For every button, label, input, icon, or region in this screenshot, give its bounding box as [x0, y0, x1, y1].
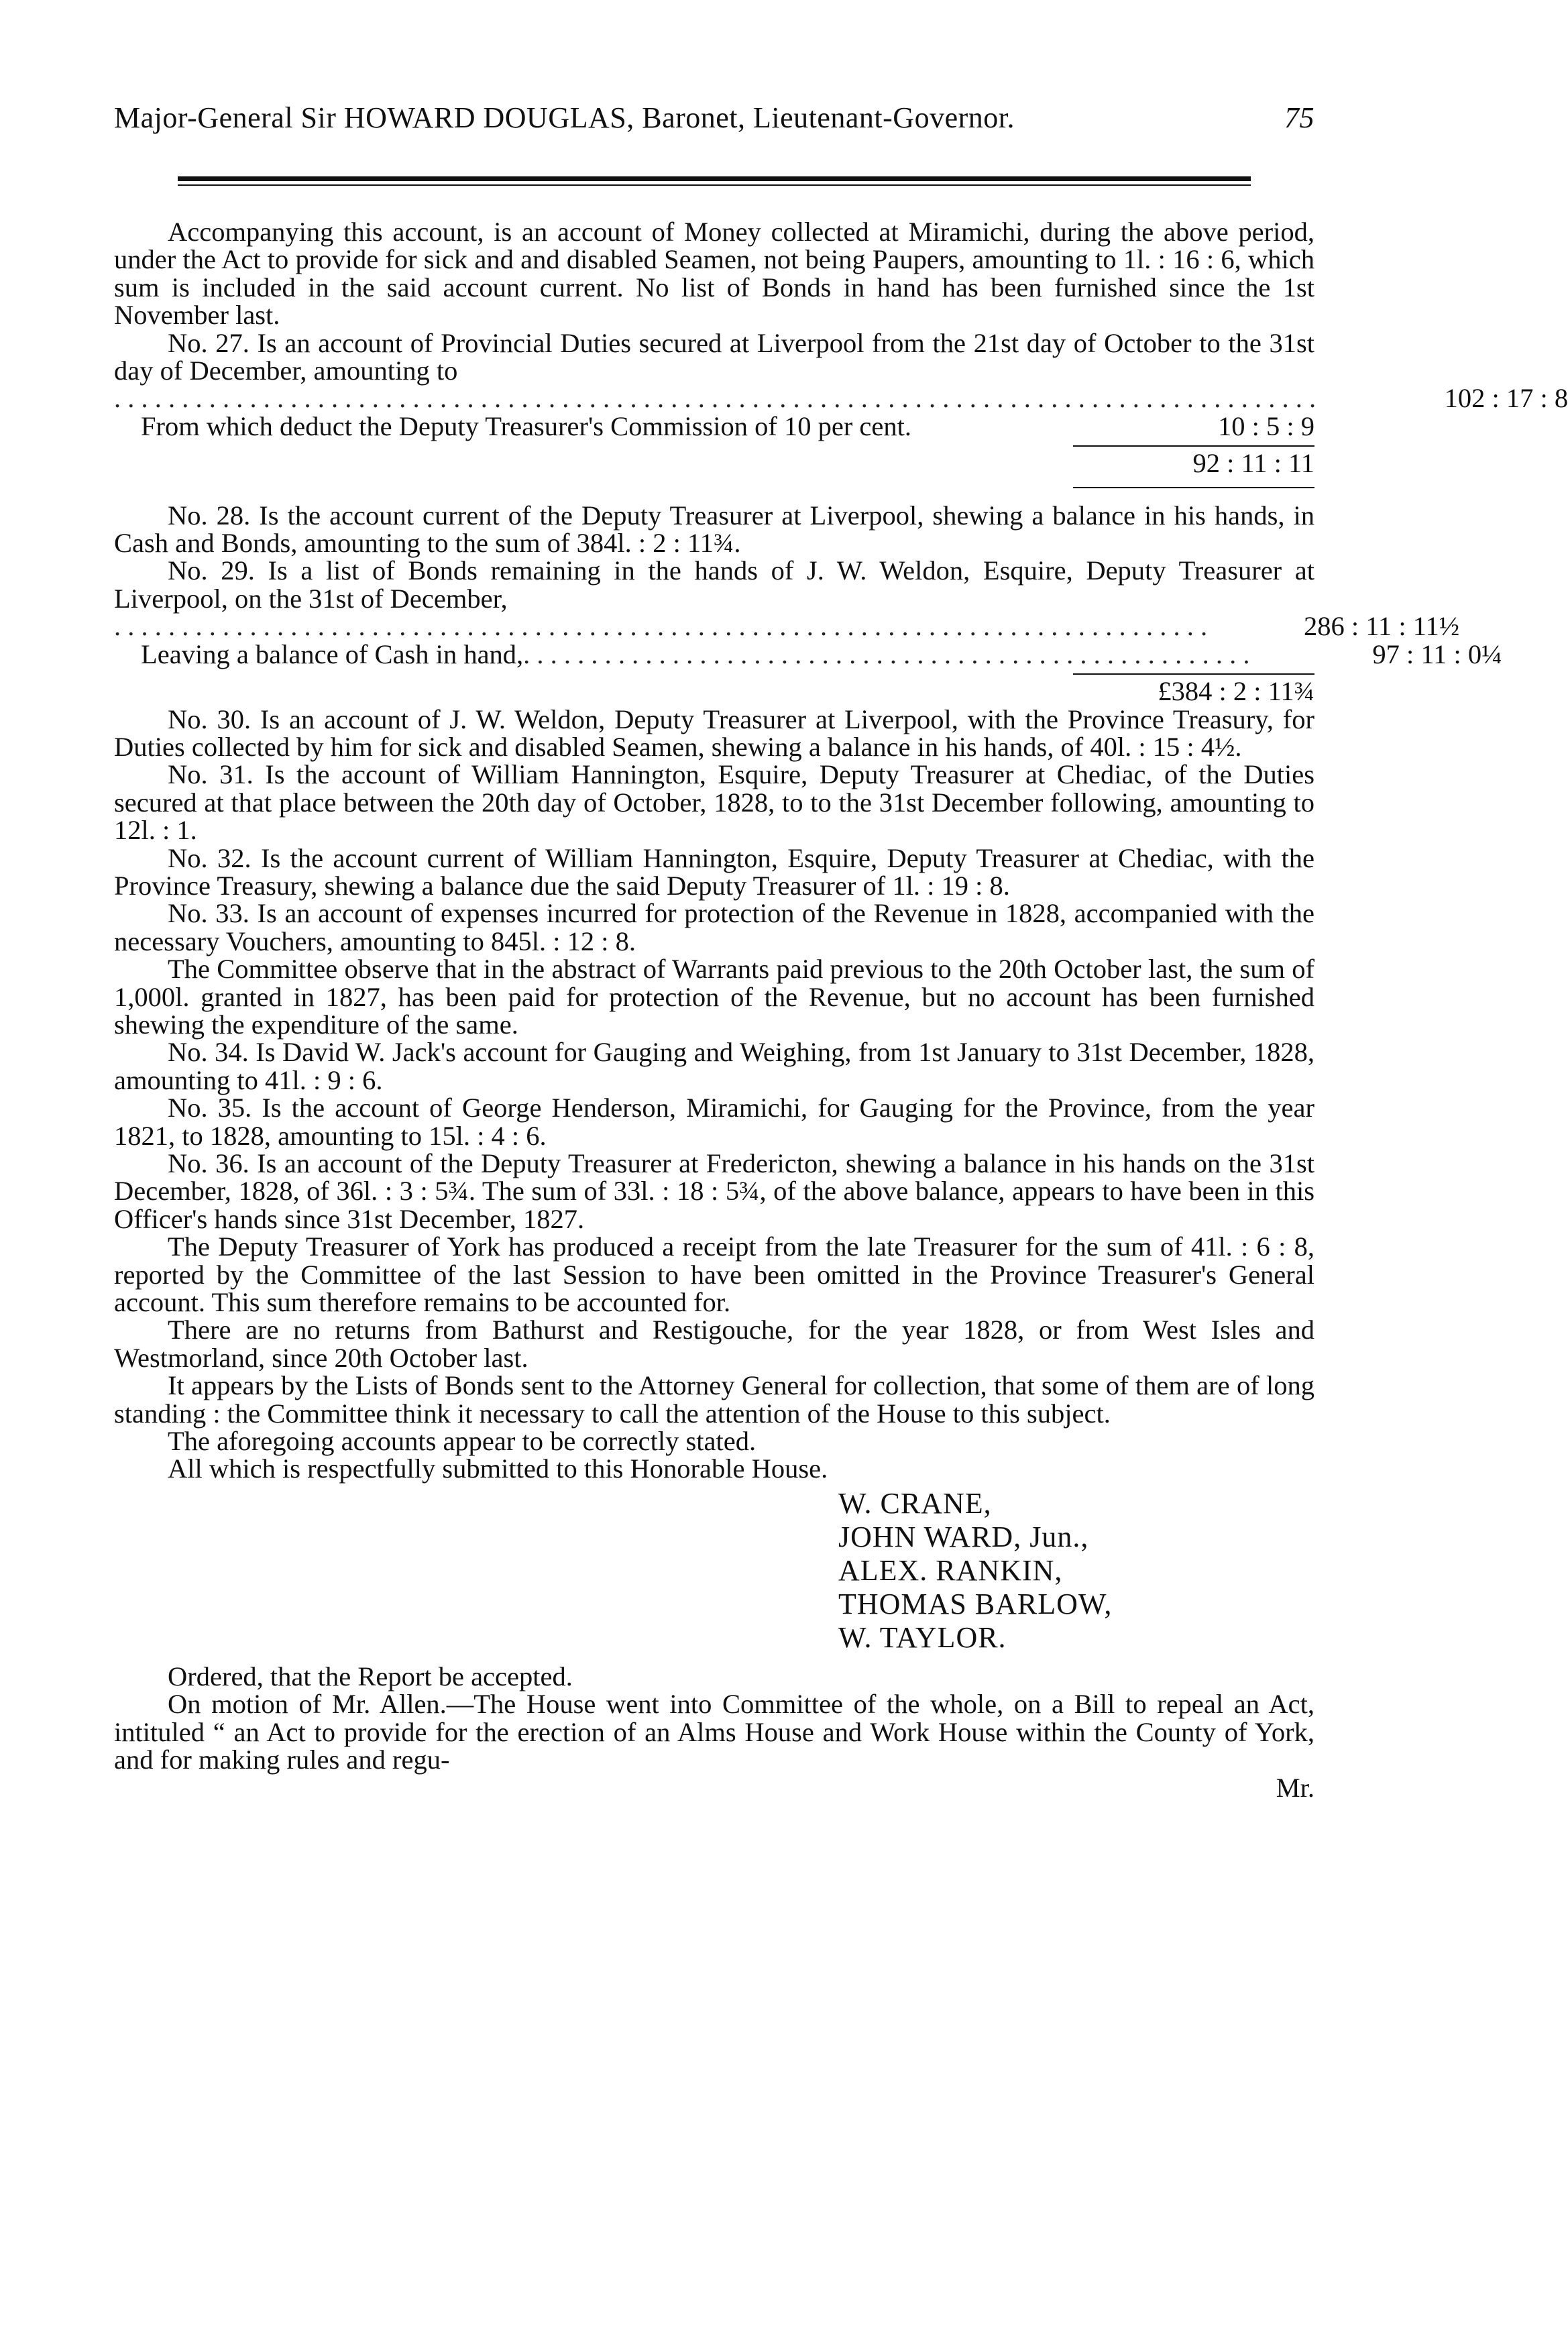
- paragraph-31: No. 31. Is the account of William Hannington, Esquire, Deputy Treasurer at Chediac, of the Duties secured at that place between the 20th day of October, 1828, to to the 31st December following, amounting to 12l. : 1.: [114, 759, 1314, 846]
- report-body: [114, 217, 1568, 1803]
- signatory: W. TAYLOR.: [838, 1620, 1007, 1654]
- cash-balance-amount: 97 : 11 : 0¼: [1372, 639, 1502, 669]
- account-27-amount: 102 : 17 : 8: [1444, 383, 1568, 414]
- sum-rule: [1073, 673, 1314, 675]
- paragraph-york: The Deputy Treasurer of York has produced a receipt from the late Treasurer for the sum of 41l. : 6 : 8, reported by the Committee of the last Session to have been omitted in the Province Treasurer's General account. This sum therefore remains to be accounted for.: [114, 1231, 1314, 1318]
- bonds-amount: 286 : 11 : 11½: [1304, 611, 1460, 642]
- paragraph-motion: On motion of Mr. Allen.—The House went into Committee of the whole, on a Bill to repeal an Act, intituled “ an Act to provide for the erection of an Alms House and Work House within the County of York, and for making rules and regu-: [114, 1689, 1314, 1775]
- header-title: Major-General Sir HOWARD DOUGLAS, Baronet, Lieutenant-Governor.: [114, 101, 1015, 134]
- account-27-amount-row: [114, 383, 1568, 414]
- account-row-27: [114, 329, 1314, 385]
- cash-balance-label: Leaving a balance of Cash in hand,: [141, 639, 524, 669]
- header-rule: [178, 176, 1251, 186]
- paragraph-30: No. 30. Is an account of J. W. Weldon, Deputy Treasurer at Liverpool, with the Province Treasury, for Duties collected by him for sick and disabled Seamen, shewing a balance in his hands, of 40l. : 15 : 4½.: [114, 704, 1314, 762]
- bonds-amount-row: [114, 611, 1460, 642]
- page-number: 75: [1284, 101, 1314, 134]
- paragraph-29: No. 29. Is a list of Bonds remaining in the hands of J. W. Weldon, Esquire, Deputy Treasurer at Liverpool, on the 31st of December,: [114, 555, 1314, 614]
- paragraph-ordered: Ordered, that the Report be accepted.: [168, 1661, 573, 1691]
- leader-dots: . . . . . . . . . . . . . . . . . . . . . . . . . . . . . . . . . . . . . . . . . . . . . . . . . . . . . . . . . . . . . . . . . . . . . . . . . . . . . . . . .: [114, 611, 1208, 642]
- paragraph-committee-observe: The Committee observe that in the abstract of Warrants paid previous to the 20th October last, the sum of 1,000l. granted in 1827, has been paid for protection of the Revenue, but no account has been furnished shewing the expenditure of the same.: [114, 954, 1314, 1040]
- signatories-block: [838, 1487, 1314, 1655]
- grand-total: £384 : 2 : 11¾: [1158, 676, 1314, 707]
- leader-dots: . . . . . . . . . . . . . . . . . . . . . . . . . . . . . . . . . . . . . . . . . . . . . . . . . . . . . . . . . . . . . . . . . . . . . . . . . . . . . . . . . . . . . . . . .: [114, 383, 1317, 414]
- catchword: Mr.: [1276, 1772, 1314, 1803]
- paragraph-submitted: All which is respectfully submitted to this Honorable House.: [168, 1453, 828, 1484]
- paragraph-miramichi: Accompanying this account, is an account of Money collected at Miramichi, during the above period, under the Act to provide for sick and and disabled Seamen, not being Paupers, amounting to 1l. : 16 : 6, which sum is included in the said account current. No list of Bonds in hand has been furnished since the 1st November last.: [114, 217, 1314, 331]
- signatory: JOHN WARD, Jun.,: [838, 1520, 1089, 1553]
- paragraph-32: No. 32. Is the account current of William Hannington, Esquire, Deputy Treasurer at Chediac, with the Province Treasury, shewing a balance due the said Deputy Treasurer of 1l. : 19 : 8.: [114, 842, 1314, 901]
- paragraph-no-returns: There are no returns from Bathurst and Restigouche, for the year 1828, or from West Isles and Westmorland, since 20th October last.: [114, 1315, 1314, 1373]
- paragraph-28: No. 28. Is the account current of the Deputy Treasurer at Liverpool, shewing a balance in his hands, in Cash and Bonds, amounting to the sum of 384l. : 2 : 11¾.: [114, 500, 1314, 559]
- signatory: ALEX. RANKIN,: [838, 1553, 1063, 1587]
- paragraph-bonds-attention: It appears by the Lists of Bonds sent to the Attorney General for collection, that some of them are of long standing : the Committee think it necessary to call the attention of the House to this subject.: [114, 1370, 1314, 1429]
- commission-row: [114, 412, 1314, 440]
- section-rule: [1073, 487, 1314, 488]
- sum-rule: [1073, 445, 1314, 447]
- net-total: 92 : 11 : 11: [1192, 448, 1314, 479]
- cash-balance-row: [114, 639, 1502, 669]
- signatory: W. CRANE,: [838, 1486, 992, 1520]
- paragraph-33: No. 33. Is an account of expenses incurred for protection of the Revenue in 1828, accompanied with the necessary Vouchers, amounting to 845l. : 12 : 8.: [114, 898, 1314, 956]
- document-page: [114, 101, 1568, 1803]
- commission-amount: 10 : 5 : 9: [1217, 410, 1314, 441]
- leader-dots: . . . . . . . . . . . . . . . . . . . . . . . . . . . . . . . . . . . . . . . . . . . . . . . . . . . . . .: [523, 639, 1250, 669]
- account-27-text: No. 27. Is an account of Provincial Duties secured at Liverpool from the 21st day of October to the 31st day of December, amounting to: [114, 327, 1314, 386]
- paragraph-36: No. 36. Is an account of the Deputy Treasurer at Fredericton, shewing a balance in his hands on the 31st December, 1828, of 36l. : 3 : 5¾. The sum of 33l. : 18 : 5¾, of the above balance, appears to have been in this Officer's hands since 31st December, 1827.: [114, 1148, 1314, 1234]
- paragraph-correctly-stated: The aforegoing accounts appear to be correctly stated.: [168, 1426, 757, 1457]
- paragraph-35: No. 35. Is the account of George Henderson, Miramichi, for Gauging for the Province, from the year 1821, to 1828, amounting to 15l. : 4 : 6.: [114, 1093, 1314, 1151]
- commission-label: From which deduct the Deputy Treasurer's Commission of 10 per cent.: [141, 410, 912, 441]
- paragraph-34: No. 34. Is David W. Jack's account for Gauging and Weighing, from 1st January to 31st December, 1828, amounting to 41l. : 9 : 6.: [114, 1037, 1314, 1095]
- signatory: THOMAS BARLOW,: [838, 1587, 1113, 1620]
- running-header: [114, 101, 1314, 135]
